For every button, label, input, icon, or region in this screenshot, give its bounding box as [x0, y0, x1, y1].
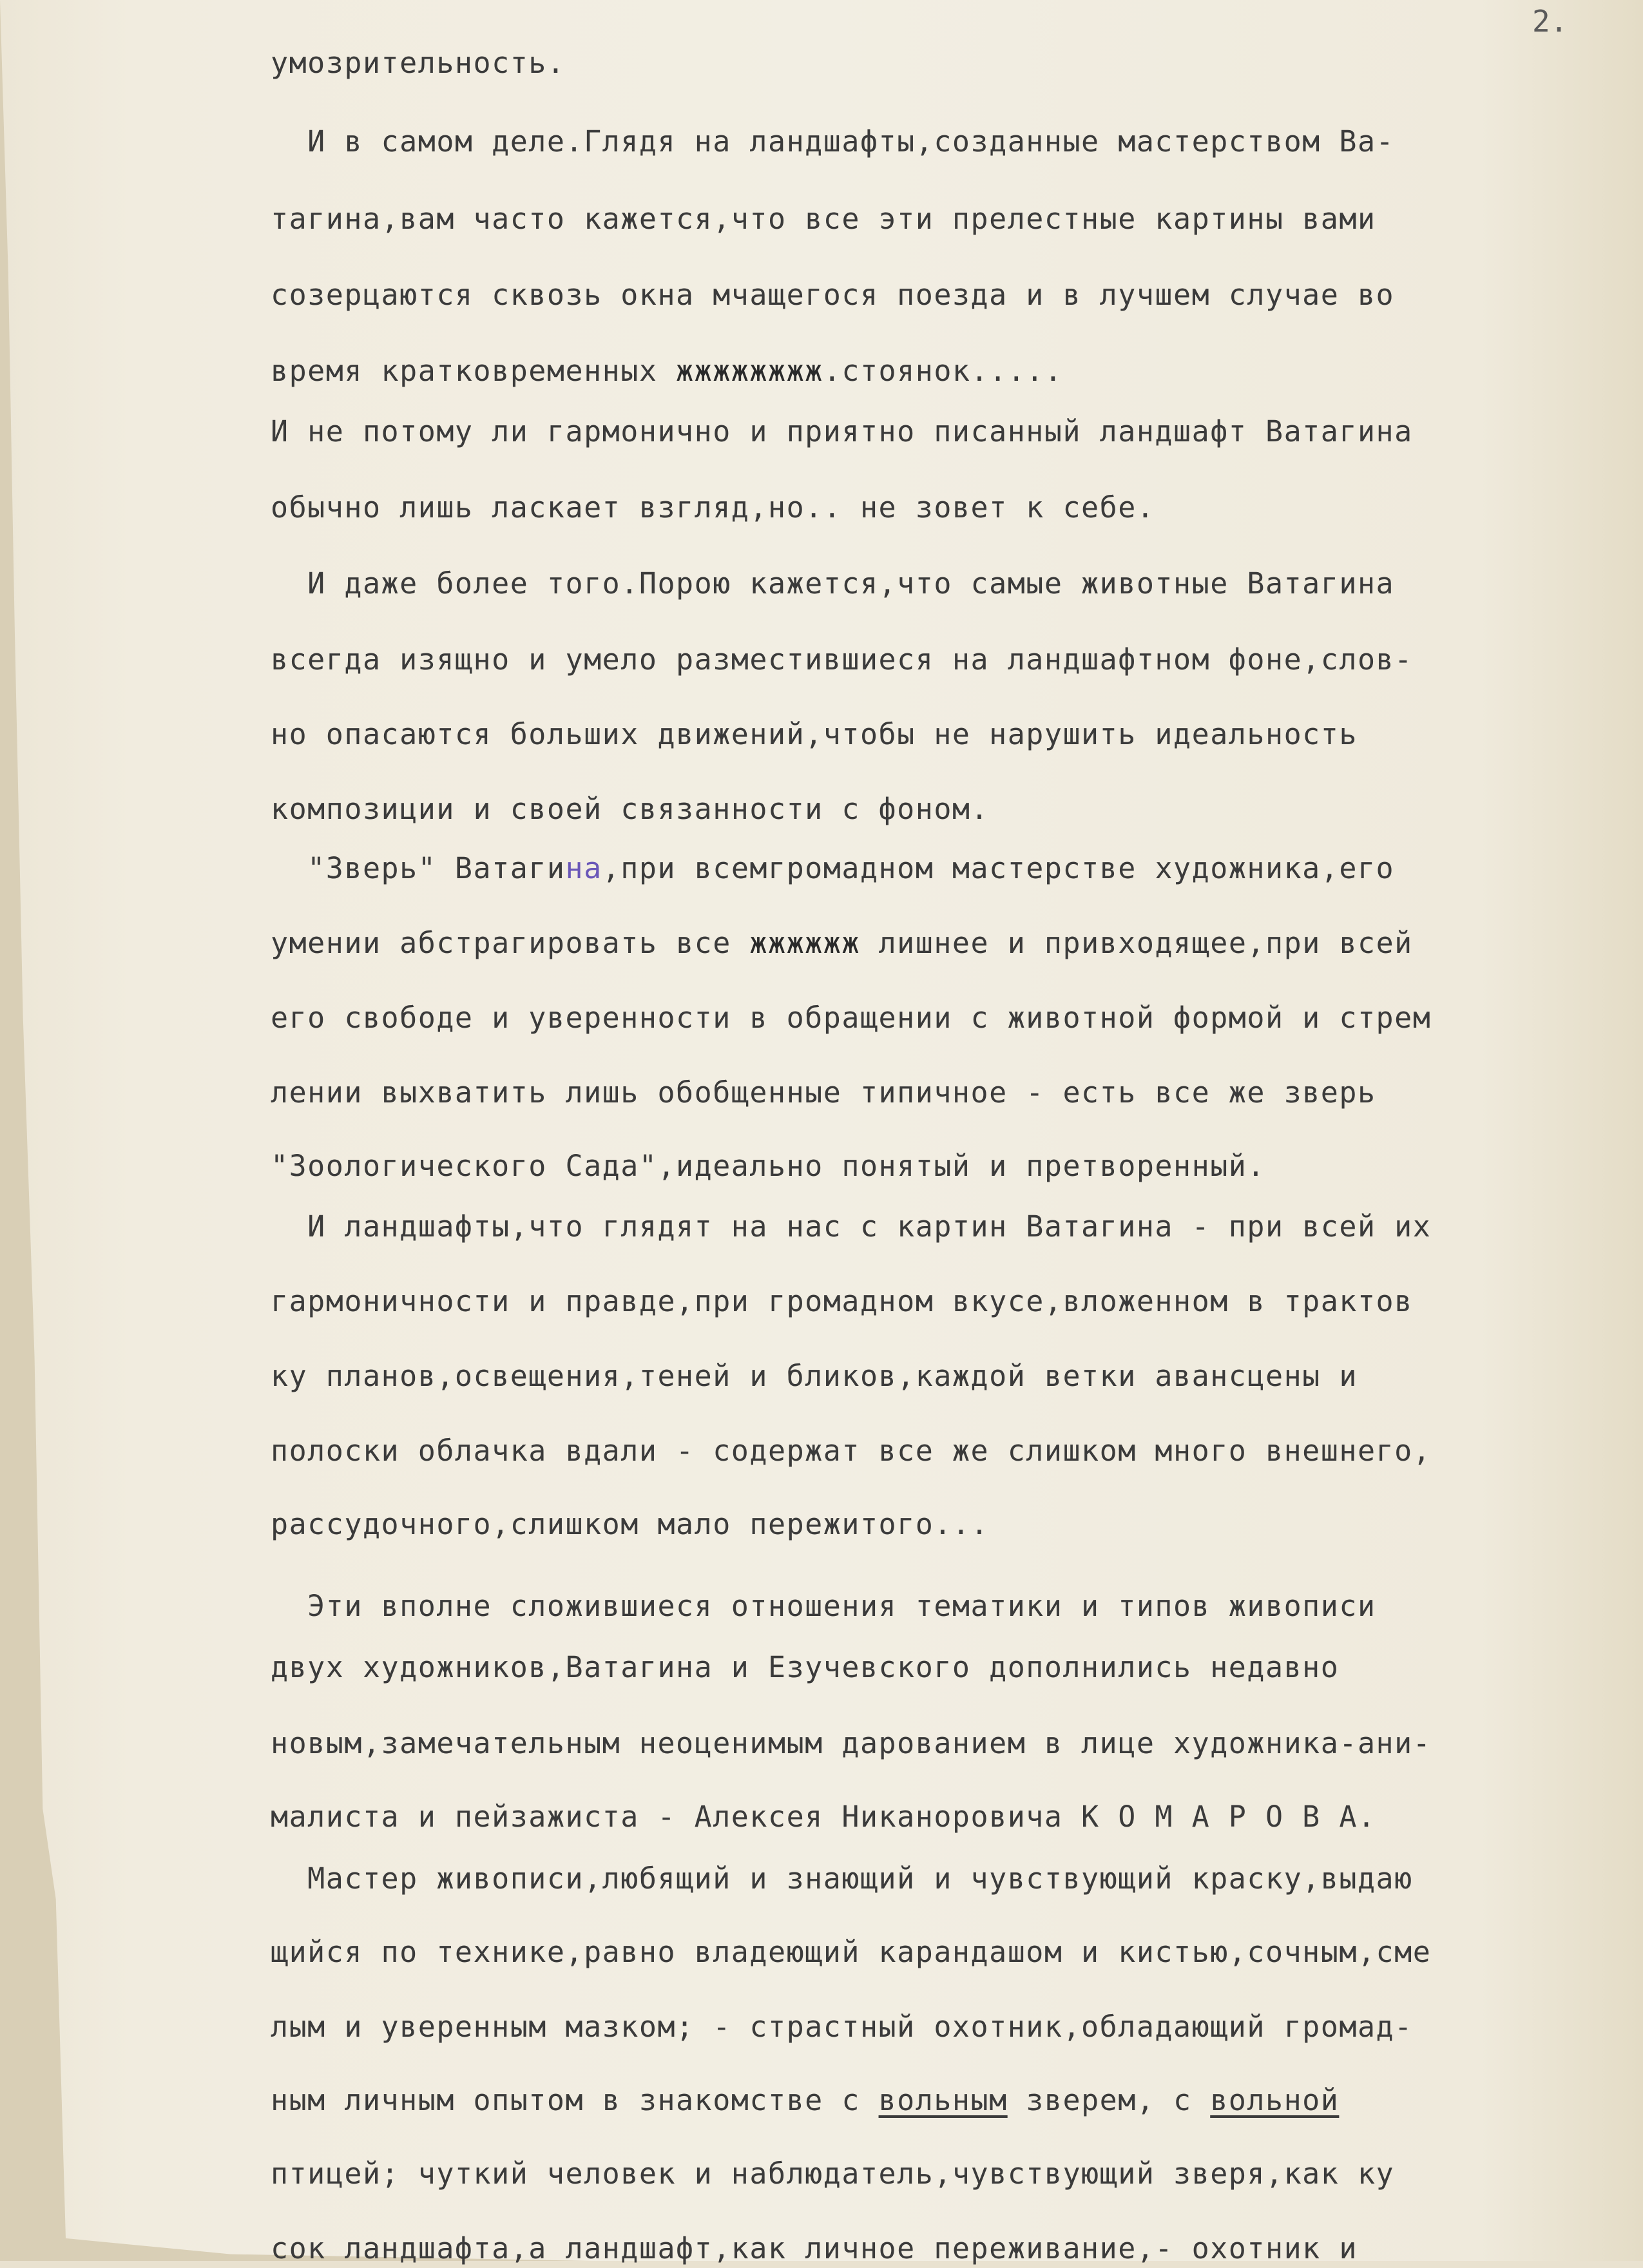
- struck-out-text: жжжжжжжж: [676, 354, 823, 388]
- text-line: И в самом деле.Глядя на ландшафты,созданные мастерством Ва-: [271, 124, 1395, 159]
- text-line: полоски облачка вдали - содержат все же слишком много внешнего,: [271, 1434, 1432, 1468]
- text-line: новым,замечательным неоценимым дарованием в лице художника-ани-: [271, 1726, 1432, 1760]
- word: лишнее: [878, 926, 990, 960]
- violet-ink-correction: на: [565, 851, 602, 885]
- text-line: щийся по технике,равно владеющий карандашом и кистью,сочным,сме: [271, 1935, 1432, 1969]
- text-line: "Зоологического Сада",идеально понятый и претворенный.: [271, 1149, 1265, 1183]
- text-line: "Зверь" Ватагина,при всемгромадном мастерстве художника,его: [271, 851, 1395, 885]
- text-line: созерцаются сквозь окна мчащегося поезда и в лучшем случае во: [271, 278, 1395, 312]
- text-line: И даже более того.Порою кажется,что самые животные Ватагина: [271, 566, 1395, 601]
- text-line: двух художников,Ватагина и Езучевского дополнились недавно: [271, 1650, 1340, 1684]
- text-line: гармоничности и правде,при громадном вкусе,вложенном в трактов: [271, 1284, 1413, 1318]
- text-line: время кратковременных жжжжжжжж.стоянок.....: [271, 354, 1063, 388]
- text-line: сок ландшафта,а ландшафт,как личное переживание,- охотник и: [271, 2231, 1358, 2265]
- text-line: его свободе и уверенности в обращении с животной формой и стрем: [271, 1001, 1432, 1035]
- text-line: ным личным опытом в знакомстве с вольным зверем, с вольной: [271, 2083, 1340, 2117]
- text-line: обычно лишь ласкает взгляд,но.. не зовет к себе.: [271, 490, 1155, 524]
- underlined-word: вольной: [1210, 2083, 1340, 2117]
- page-number: 2.: [1532, 4, 1568, 39]
- text-line: умении абстрагировать все жжжжжж лишнее и привходящее,при всей: [271, 926, 1413, 960]
- text-line: И ландшафты,что глядят на нас с картин Ватагина - при всей их: [271, 1209, 1432, 1244]
- text-line: тагина,вам часто кажется,что все эти прелестные картины вами: [271, 202, 1376, 236]
- text-line: рассудочного,слишком мало пережитого...: [271, 1507, 990, 1541]
- text-line: Мастер живописи,любящий и знающий и чувствующий краску,выдаю: [271, 1861, 1413, 1896]
- text-line: лым и уверенным мазком; - страстный охотник,обладающий громад-: [271, 2010, 1413, 2044]
- text-line: И не потому ли гармонично и приятно писанный ландшафт Ватагина: [271, 414, 1413, 448]
- text-line: малиста и пейзажиста - Алексея Никаноровича К О М А Р О В А.: [271, 1800, 1376, 1834]
- text-line: Эти вполне сложившиеся отношения тематики и типов живописи: [271, 1589, 1376, 1623]
- text-line: но опасаются больших движений,чтобы не нарушить идеальность: [271, 717, 1358, 751]
- text-line: ку планов,освещения,теней и бликов,каждой ветки авансцены и: [271, 1359, 1358, 1393]
- text-line: композиции и своей связанности с фоном.: [271, 792, 990, 826]
- struck-out-text: жжжжжж: [749, 926, 860, 960]
- text-line: всегда изящно и умело разместившиеся на ландшафтном фоне,слов-: [271, 642, 1413, 677]
- underlined-word: вольным: [878, 2083, 1008, 2117]
- text-line: лении выхватить лишь обобщенные типичное - есть все же зверь: [271, 1075, 1376, 1110]
- text-line: умозрительность.: [271, 46, 566, 80]
- text-line: птицей; чуткий человек и наблюдатель,чувствующий зверя,как ку: [271, 2157, 1395, 2191]
